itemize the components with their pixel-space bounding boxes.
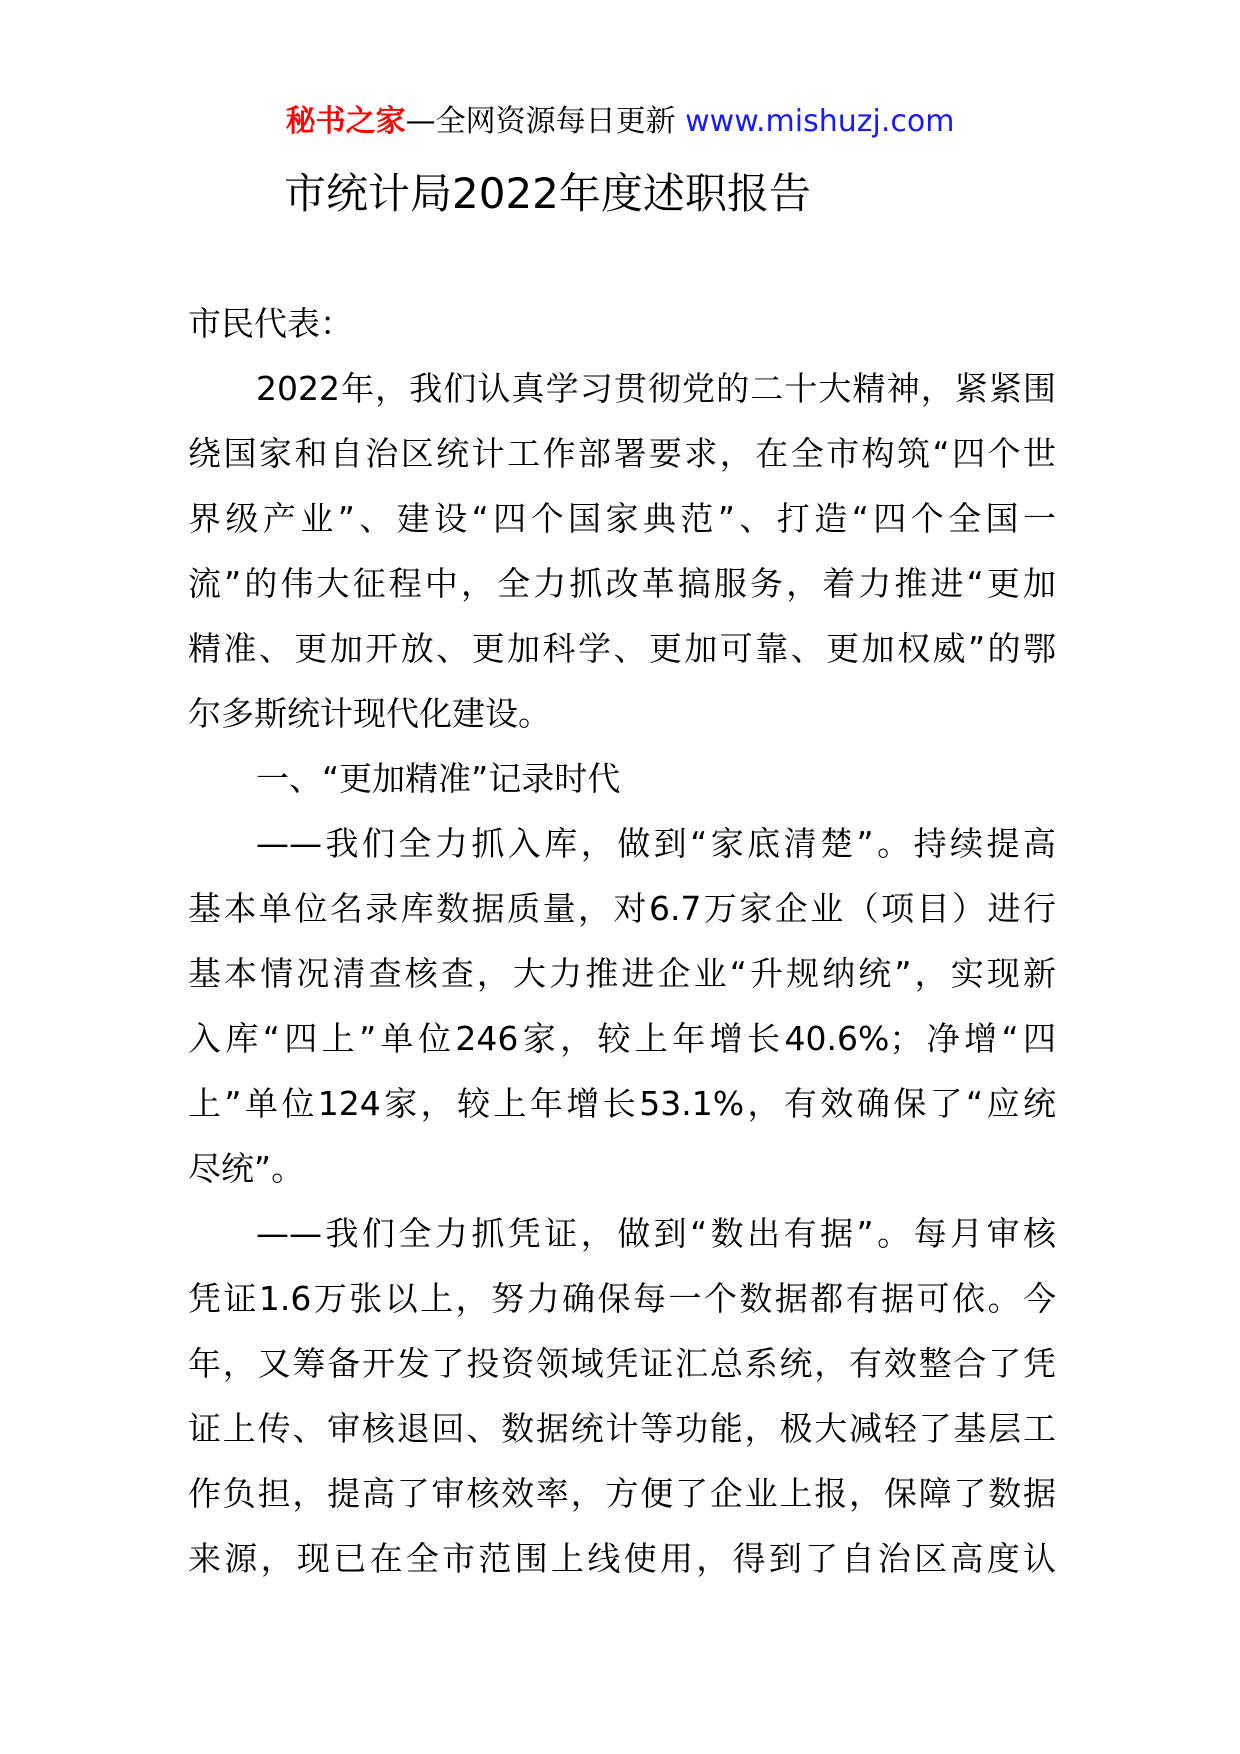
body-line: 来源，现已在全市范围上线使用，得到了自治区高度认 bbox=[188, 1539, 1056, 1578]
body-line: 界级产业”、建设“四个国家典范”、打造“四个全国一 bbox=[188, 499, 1056, 538]
body-line: 凭证1.6万张以上，努力确保每一个数据都有据可依。今 bbox=[188, 1279, 1056, 1318]
body-line: 尽统”。 bbox=[188, 1149, 305, 1188]
body-line: 绕国家和自治区统计工作部署要求，在全市构筑“四个世 bbox=[188, 434, 1056, 473]
body-line: 入库“四上”单位246家，较上年增长40.6%；净增“四 bbox=[188, 1019, 1056, 1058]
body-line: 基本情况清查核查，大力推进企业“升规纳统”，实现新 bbox=[188, 954, 1056, 993]
document-body bbox=[188, 294, 1056, 1594]
body-line: 流”的伟大征程中，全力抓改革搞服务，着力推进“更加 bbox=[188, 564, 1056, 603]
watermark-banner bbox=[0, 100, 1240, 144]
banner-slogan: —全网资源每日更新 bbox=[405, 104, 676, 139]
body-line: 市民代表： bbox=[188, 304, 353, 343]
body-line: 精准、更加开放、更加科学、更加可靠、更加权威”的鄂 bbox=[188, 629, 1056, 668]
body-line: 一、“更加精准”记录时代 bbox=[256, 759, 621, 798]
body-line: 年，又筹备开发了投资领域凭证汇总系统，有效整合了凭 bbox=[188, 1344, 1056, 1383]
body-line: 作负担，提高了审核效率，方便了企业上报，保障了数据 bbox=[188, 1474, 1056, 1513]
body-line: ——我们全力抓凭证，做到“数出有据”。每月审核 bbox=[256, 1214, 1056, 1253]
body-line: 上”单位124家，较上年增长53.1%，有效确保了“应统 bbox=[188, 1084, 1056, 1123]
banner-brand: 秘书之家 bbox=[285, 104, 406, 139]
body-line: ——我们全力抓入库，做到“家底清楚”。持续提高 bbox=[256, 824, 1056, 863]
document-title: 市统计局2022年度述职报告 bbox=[284, 169, 811, 218]
body-line: 尔多斯统计现代化建设。 bbox=[188, 694, 551, 733]
body-line: 基本单位名录库数据质量，对6.7万家企业（项目）进行 bbox=[188, 889, 1056, 928]
body-line: 2022年，我们认真学习贯彻党的二十大精神，紧紧围 bbox=[256, 369, 1056, 408]
body-line: 证上传、审核退回、数据统计等功能，极大减轻了基层工 bbox=[188, 1409, 1056, 1448]
banner-url: www.mishuzj.com bbox=[685, 104, 955, 139]
